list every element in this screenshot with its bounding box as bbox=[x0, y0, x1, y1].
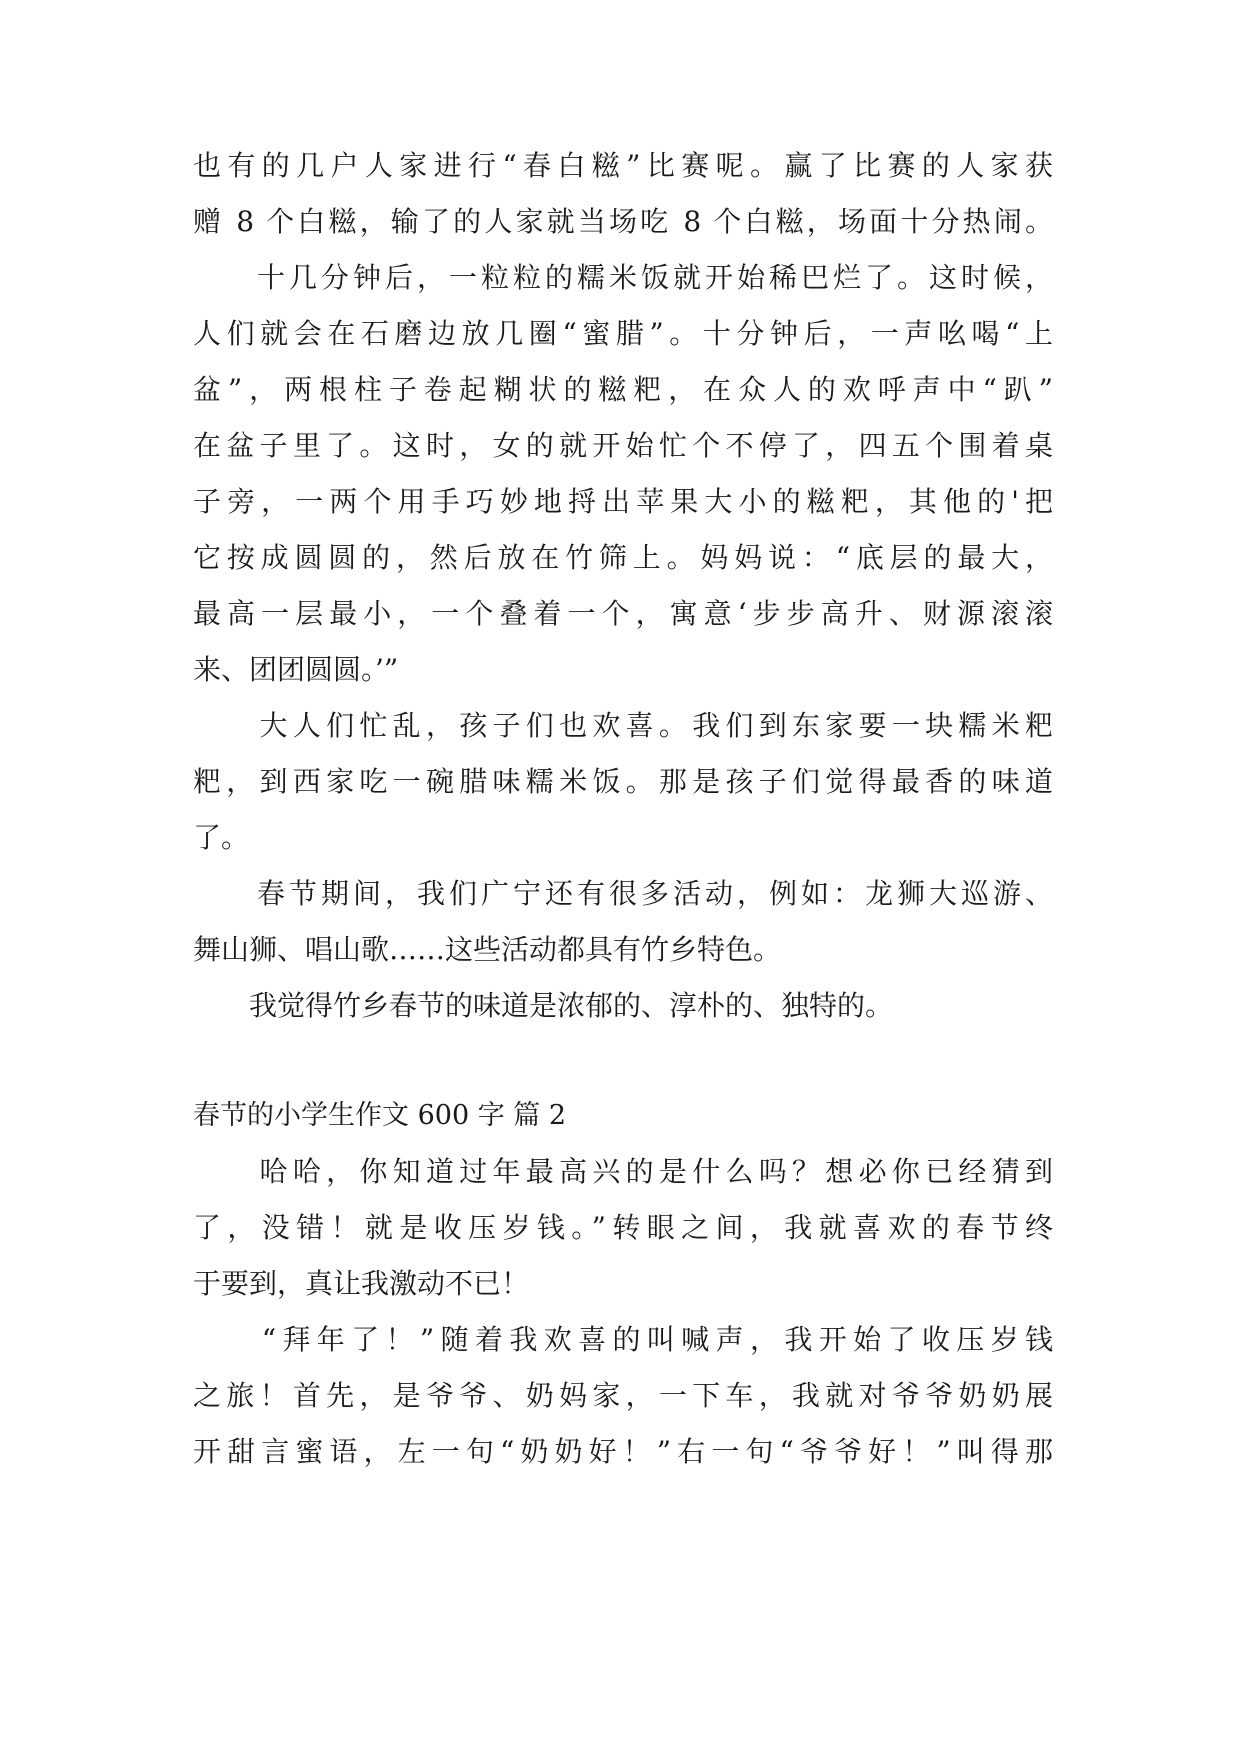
text-line: 之旅！首先，是爷爷、奶妈家，一下车，我就对爷爷奶奶展 bbox=[193, 1379, 1053, 1412]
text-line: 粑，到西家吃一碗腊味糯米饭。那是孩子们觉得最香的味道 bbox=[193, 765, 1053, 798]
text-line: 大人们忙乱，孩子们也欢喜。我们到东家要一块糯米粑 bbox=[193, 709, 1053, 742]
text-line: 赠 8 个白糍，输了的人家就当场吃 8 个白糍，场面十分热闹。 bbox=[193, 205, 1053, 238]
text-line: 子旁，一两个用手巧妙地捋出苹果大小的糍粑，其他的'把 bbox=[193, 485, 1053, 518]
text-line: 哈哈，你知道过年最高兴的是什么吗？想必你已经猜到 bbox=[193, 1155, 1053, 1188]
text-line: 于要到，真让我激动不已！ bbox=[193, 1267, 530, 1300]
text-line: 舞山狮、唱山歌……这些活动都具有竹乡特色。 bbox=[193, 933, 782, 966]
text-line: 了，没错！就是收压岁钱。”转眼之间，我就喜欢的春节终 bbox=[193, 1211, 1053, 1244]
text-line: 它按成圆圆的，然后放在竹筛上。妈妈说：“底层的最大， bbox=[193, 541, 1053, 574]
text-line: 了。 bbox=[193, 821, 250, 854]
text-line: 也有的几户人家进行“春白糍”比赛呢。赢了比赛的人家获 bbox=[193, 149, 1053, 182]
text-line: 盆”，两根柱子卷起糊状的糍粑，在众人的欢呼声中“趴” bbox=[193, 373, 1053, 406]
text-line: 来、团团圆圆。’” bbox=[193, 653, 399, 686]
text-line: 十几分钟后，一粒粒的糯米饭就开始稀巴烂了。这时候， bbox=[193, 261, 1053, 294]
text-line: 最高一层最小，一个叠着一个，寓意‘步步高升、财源滚滚 bbox=[193, 597, 1053, 630]
text-line: “拜年了！”随着我欢喜的叫喊声，我开始了收压岁钱 bbox=[193, 1323, 1053, 1356]
text-line: 在盆子里了。这时，女的就开始忙个不停了，四五个围着桌 bbox=[193, 429, 1053, 462]
text-line: 我觉得竹乡春节的味道是浓郁的、淳朴的、独特的。 bbox=[193, 989, 894, 1022]
text-line: 春节期间，我们广宁还有很多活动，例如：龙狮大巡游、 bbox=[193, 877, 1053, 910]
section-heading: 春节的小学生作文 600 字 篇 2 bbox=[193, 1100, 567, 1131]
text-line: 开甜言蜜语，左一句“奶奶好！”右一句“爷爷好！”叫得那 bbox=[193, 1435, 1053, 1468]
text-line: 人们就会在石磨边放几圈“蜜腊”。十分钟后，一声吆喝“上 bbox=[193, 317, 1053, 350]
